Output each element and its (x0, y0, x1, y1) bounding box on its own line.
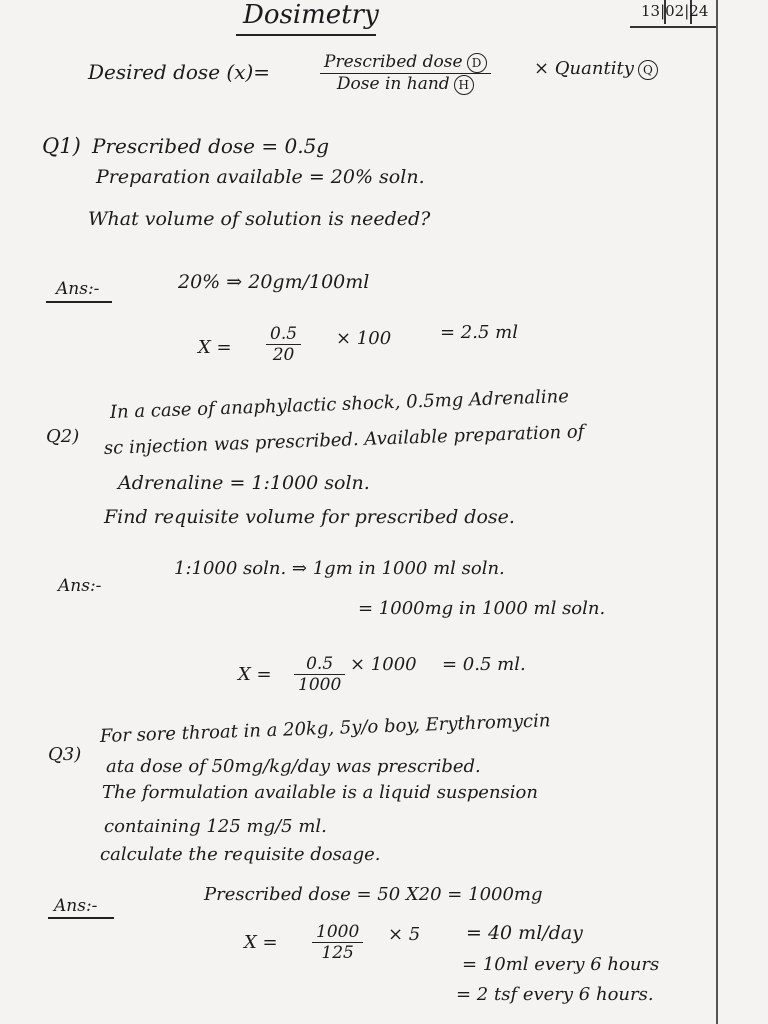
q1-label: Q1) (42, 134, 81, 158)
q1-times: × 100 (336, 328, 392, 349)
q2-label: Q2) (46, 426, 80, 447)
q2-ans-line1: 1:1000 soln. ⇒ 1gm in 1000 ml soln. (174, 558, 505, 579)
q1-line1: Prescribed dose = 0.5g (92, 134, 330, 158)
q1-ans-label: Ans:- (56, 279, 100, 299)
hand-marker-icon: H (454, 75, 474, 95)
q2-line4: Find requisite volume for prescribed dose. (104, 506, 515, 528)
q3-x-label: X = (244, 932, 278, 953)
title-underline (236, 34, 376, 36)
q2-x-label: X = (238, 664, 272, 685)
q1-x-label: X = (198, 337, 232, 358)
q3-line4: containing 125 mg/5 ml. (104, 816, 327, 837)
q2-line2: sc injection was prescribed. Available preparation of (103, 421, 585, 459)
q1-line2: Preparation available = 20% soln. (96, 166, 425, 188)
q3-ans-underline (48, 917, 114, 919)
margin-line (716, 0, 718, 1024)
dose-marker-icon: D (467, 53, 487, 73)
q1-result: = 2.5 ml (440, 322, 518, 343)
q3-label: Q3) (48, 744, 82, 765)
q2-result: = 0.5 ml. (442, 654, 526, 675)
q2-fraction: $\frac{0.5}{1000}$ (294, 654, 345, 695)
q1-line3: What volume of solution is needed? (88, 208, 431, 230)
page-title: Dosimetry (243, 0, 379, 30)
formula-denominator: Dose in hand H (320, 74, 491, 95)
page-date: 13|02|24 (641, 2, 709, 20)
quantity-marker-icon: Q (638, 60, 658, 80)
q3-times: × 5 (388, 924, 421, 945)
formula-numerator: Prescribed dose D (320, 52, 491, 74)
q2-times: × 1000 (350, 654, 417, 675)
q3-line2: ata dose of 50mg/kg/day was prescribed. (106, 756, 481, 777)
formula-quantity: × Quantity Q (534, 60, 658, 80)
q2-ans-label: Ans:- (58, 576, 102, 596)
q3-ans-line1: Prescribed dose = 50 X20 = 1000mg (204, 884, 543, 905)
q2-ans-line2: = 1000mg in 1000 ml soln. (358, 598, 606, 619)
q3-ans-label: Ans:- (54, 896, 98, 916)
q1-fraction: $\frac{0.5}{20}$ (266, 324, 301, 365)
q3-result3: = 2 tsf every 6 hours. (456, 984, 654, 1005)
q3-line1: For sore throat in a 20kg, 5y/o boy, Erythromycin (99, 710, 551, 747)
q3-result2: = 10ml every 6 hours (462, 954, 660, 975)
formula-fraction (320, 52, 491, 95)
q3-result1: = 40 ml/day (466, 922, 583, 944)
q1-ans-underline (46, 301, 112, 303)
q3-line3: The formulation available is a liquid suspension (102, 782, 538, 803)
q3-fraction: $\frac{1000}{125}$ (312, 922, 363, 963)
q2-line3: Adrenaline = 1:1000 soln. (118, 472, 370, 494)
q1-ans-line1: 20% ⇒ 20gm/100ml (178, 271, 370, 293)
formula-lhs: Desired dose (x)= (88, 60, 271, 84)
q3-line5: calculate the requisite dosage. (100, 844, 381, 865)
q2-line1: In a case of anaphylactic shock, 0.5mg Adrenaline (109, 385, 570, 423)
